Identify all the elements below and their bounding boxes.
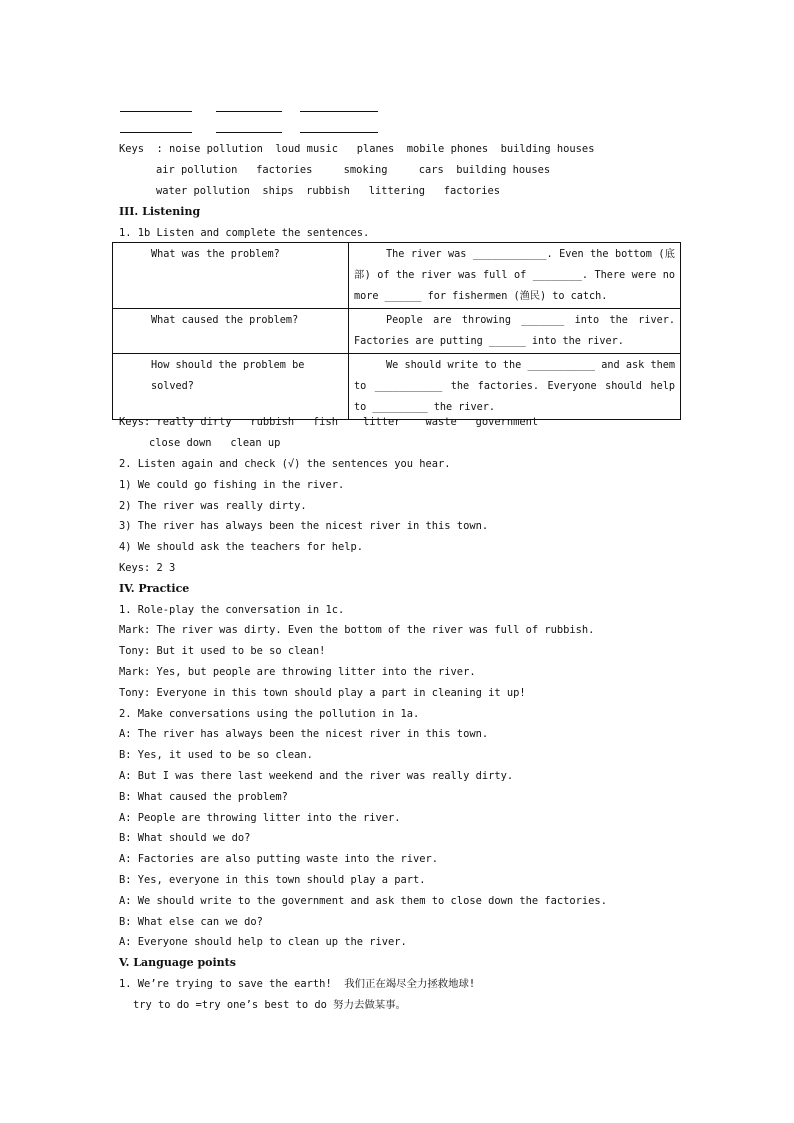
answer-blank [120, 132, 192, 133]
answer-blank [300, 111, 378, 112]
keys-line [119, 142, 594, 156]
dialogue-line: Mark: Yes, but people are throwing litter into the river. [119, 666, 476, 678]
dialogue-line: B: What caused the problem? [119, 791, 288, 803]
language-point-note: try to do =try one’s best to do 努力去做某事。 [133, 999, 406, 1011]
question-cell: What was the problem? [113, 243, 349, 309]
answer-cell: We should write to the ___________ and ask them to ___________ the factories. Everyone should help to _________ the river. [349, 354, 681, 420]
list-item: 2) The river was really dirty. [119, 500, 307, 512]
answer-blank [300, 132, 378, 133]
answer-blank [216, 132, 282, 133]
answer-cell: The river was ____________. Even the bottom (底部) of the river was full of ________. There were no more ______ for fishermen (渔民) to catch. [349, 243, 681, 309]
instruction: 2. Listen again and check (√) the sentences you hear. [119, 458, 451, 470]
keys-line: water pollution ships rubbish littering factories [156, 185, 501, 197]
instruction: 1. 1b Listen and complete the sentences. [119, 227, 370, 239]
list-item: 4) We should ask the teachers for help. [119, 541, 363, 553]
listening-table [112, 242, 681, 420]
table-row [113, 354, 681, 420]
dialogue-line: Tony: But it used to be so clean! [119, 645, 326, 657]
dialogue-line: B: Yes, everyone in this town should play a part. [119, 874, 426, 886]
answer-blank [120, 111, 192, 112]
dialogue-line: A: Everyone should help to clean up the river. [119, 936, 407, 948]
dialogue-line: B: What else can we do? [119, 916, 263, 928]
section-heading-practice: IV. Practice [119, 582, 190, 595]
dialogue-line: A: People are throwing litter into the river. [119, 812, 401, 824]
table-row [113, 309, 681, 354]
answer-blank [216, 111, 282, 112]
answer-cell: People are throwing _______ into the river. Factories are putting ______ into the river. [349, 309, 681, 354]
instruction: 2. Make conversations using the pollution in 1a. [119, 708, 420, 720]
keys-line: close down clean up [149, 437, 281, 449]
keys-line: Keys: really dirty rubbish fish litter waste government [119, 416, 539, 428]
keys-text: : noise pollution loud music planes mobile phones building houses [156, 143, 595, 155]
table-row [113, 243, 681, 309]
keys-label: Keys [119, 143, 145, 155]
dialogue-line: A: The river has always been the nicest river in this town. [119, 728, 489, 740]
list-item: 1) We could go fishing in the river. [119, 479, 345, 491]
dialogue-line: Tony: Everyone in this town should play a part in cleaning it up! [119, 687, 526, 699]
dialogue-line: B: What should we do? [119, 832, 251, 844]
language-point: 1. We’re trying to save the earth! 我们正在竭尽全力拯救地球! [119, 978, 476, 990]
question-cell: What caused the problem? [113, 309, 349, 354]
section-heading-language-points: V. Language points [119, 956, 236, 969]
list-item: 3) The river has always been the nicest river in this town. [119, 520, 489, 532]
dialogue-line: A: We should write to the government and ask them to close down the factories. [119, 895, 607, 907]
dialogue-line: A: Factories are also putting waste into the river. [119, 853, 439, 865]
instruction: 1. Role-play the conversation in 1c. [119, 604, 345, 616]
dialogue-line: Mark: The river was dirty. Even the bottom of the river was full of rubbish. [119, 624, 595, 636]
keys-line: air pollution factories smoking cars building houses [156, 164, 551, 176]
dialogue-line: A: But I was there last weekend and the river was really dirty. [119, 770, 514, 782]
dialogue-line: B: Yes, it used to be so clean. [119, 749, 313, 761]
section-heading-listening: III. Listening [119, 205, 201, 218]
keys-line: Keys: 2 3 [119, 562, 176, 574]
question-cell: How should the problem be solved? [113, 354, 349, 420]
